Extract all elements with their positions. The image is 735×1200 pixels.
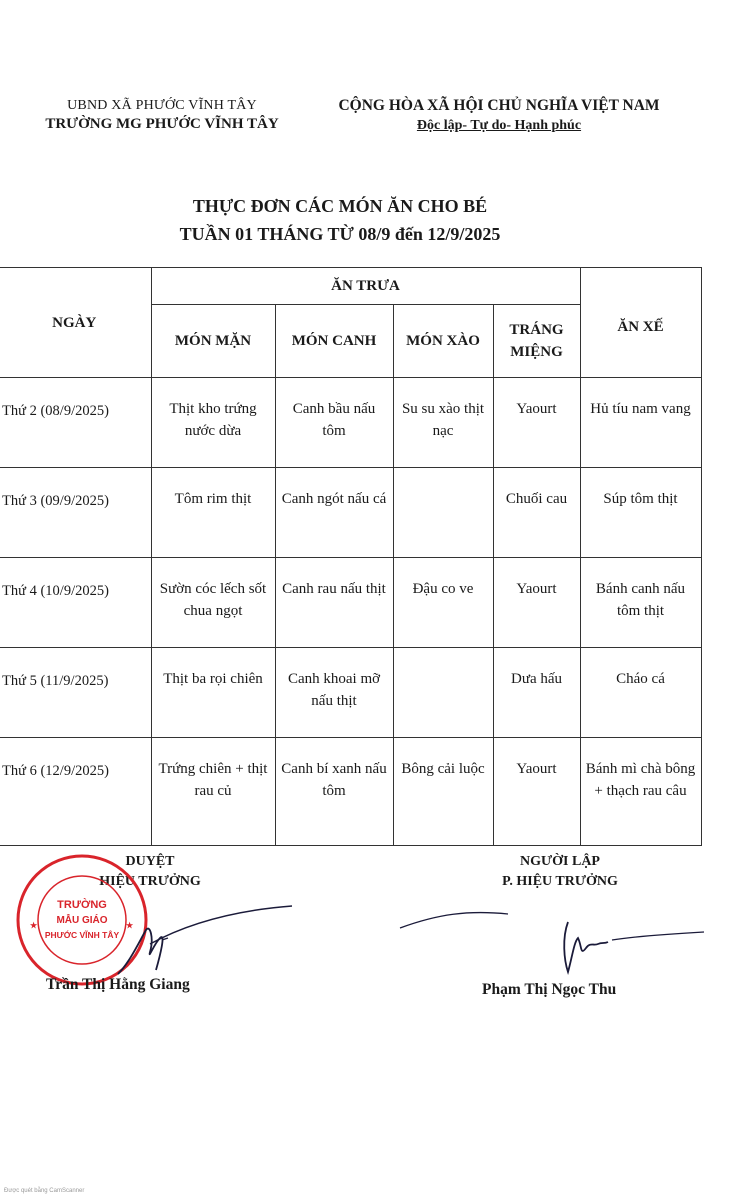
day-cell: Thứ 4 (10/9/2025)	[0, 558, 151, 648]
mon-canh-cell: Canh ngót nấu cá	[275, 468, 393, 558]
header-ngay: NGÀY	[0, 268, 151, 378]
trang-mieng-cell: Chuối cau	[493, 468, 580, 558]
menu-title	[0, 192, 680, 248]
header-left	[12, 96, 312, 134]
day-cell: Thứ 3 (09/9/2025)	[0, 468, 151, 558]
preparer-block	[470, 852, 650, 892]
day-cell: Thứ 2 (08/9/2025)	[0, 378, 151, 468]
stamp-center-1: TRƯỜNG	[57, 899, 107, 911]
stamp-center-3: PHƯỚC VĨNH TÂY	[44, 930, 120, 940]
an-xe-cell: Súp tôm thịt	[580, 468, 701, 558]
mon-xao-cell: Đậu co ve	[393, 558, 493, 648]
table-row	[0, 378, 701, 468]
table-row	[0, 468, 701, 558]
table-row	[0, 738, 701, 846]
mon-xao-cell: Bông cải luộc	[393, 738, 493, 846]
table-row	[0, 648, 701, 738]
national-title: CỘNG HÒA XÃ HỘI CHỦ NGHĨA VIỆT NAM	[338, 97, 660, 114]
trang-mieng-cell: Yaourt	[493, 378, 580, 468]
mon-canh-cell: Canh bầu nấu tôm	[275, 378, 393, 468]
table-header-row	[0, 268, 701, 305]
trang-mieng-cell: Dưa hấu	[493, 648, 580, 738]
day-cell: Thứ 5 (11/9/2025)	[0, 648, 151, 738]
preparer-signature-icon	[398, 898, 708, 978]
mon-man-cell: Trứng chiên + thịt rau củ	[151, 738, 275, 846]
approver-label: DUYỆT	[125, 854, 175, 869]
mon-man-cell: Thịt kho trứng nước dừa	[151, 378, 275, 468]
an-xe-cell: Cháo cá	[580, 648, 701, 738]
an-xe-cell: Bánh canh nấu tôm thịt	[580, 558, 701, 648]
header-an-trua: ĂN TRƯA	[151, 268, 580, 305]
day-cell: Thứ 6 (12/9/2025)	[0, 738, 151, 846]
an-xe-cell: Bánh mì chà bông + thạch rau câu	[580, 738, 701, 846]
mon-canh-cell: Canh khoai mỡ nấu thịt	[275, 648, 393, 738]
menu-title-line1: THỰC ĐƠN CÁC MÓN ĂN CHO BÉ	[192, 196, 488, 216]
national-motto: Độc lập- Tự do- Hạnh phúc	[416, 118, 582, 133]
trang-mieng-cell: Yaourt	[493, 558, 580, 648]
header-mon-canh: MÓN CANH	[275, 305, 393, 378]
mon-canh-cell: Canh rau nấu thịt	[275, 558, 393, 648]
mon-xao-cell	[393, 468, 493, 558]
stamp-ring-mark: ★	[126, 921, 134, 930]
header-right	[318, 96, 680, 136]
preparer-title: P. HIỆU TRƯỞNG	[502, 874, 618, 889]
trang-mieng-cell: Yaourt	[493, 738, 580, 846]
header-trang-mieng: TRÁNG MIỆNG	[493, 305, 580, 378]
district-name: UBND XÃ PHƯỚC VĨNH TÂY	[67, 98, 257, 113]
stamp-center-2: MẪU GIÁO	[56, 915, 108, 926]
preparer-name: Phạm Thị Ngọc Thu	[482, 981, 617, 998]
mon-man-cell: Thịt ba rọi chiên	[151, 648, 275, 738]
school-name	[12, 115, 312, 134]
school-name-text: TRƯỜNG MG PHƯỚC VĨNH TÂY	[45, 116, 279, 132]
menu-table	[0, 267, 702, 846]
mon-canh-cell: Canh bí xanh nấu tôm	[275, 738, 393, 846]
mon-man-cell: Tôm rim thịt	[151, 468, 275, 558]
menu-title-line2: TUẦN 01 THÁNG TỪ 08/9 đến 12/9/2025	[179, 224, 501, 244]
preparer-label: NGƯỜI LẬP	[520, 854, 600, 869]
header-mon-man: MÓN MẶN	[151, 305, 275, 378]
header-mon-xao: MÓN XÀO	[393, 305, 493, 378]
mon-man-cell: Sườn cóc lếch sốt chua ngọt	[151, 558, 275, 648]
scanner-watermark: Được quét bằng CamScanner	[4, 1188, 85, 1194]
stamp-ring-mark: ★	[30, 921, 38, 930]
an-xe-cell: Hủ tíu nam vang	[580, 378, 701, 468]
table-row	[0, 558, 701, 648]
header-an-xe: ĂN XẾ	[580, 268, 701, 378]
approver-name: Trần Thị Hằng Giang	[46, 976, 190, 993]
approver-title: HIỆU TRƯỞNG	[99, 874, 201, 889]
mon-xao-cell: Su su xào thịt nạc	[393, 378, 493, 468]
mon-xao-cell	[393, 648, 493, 738]
